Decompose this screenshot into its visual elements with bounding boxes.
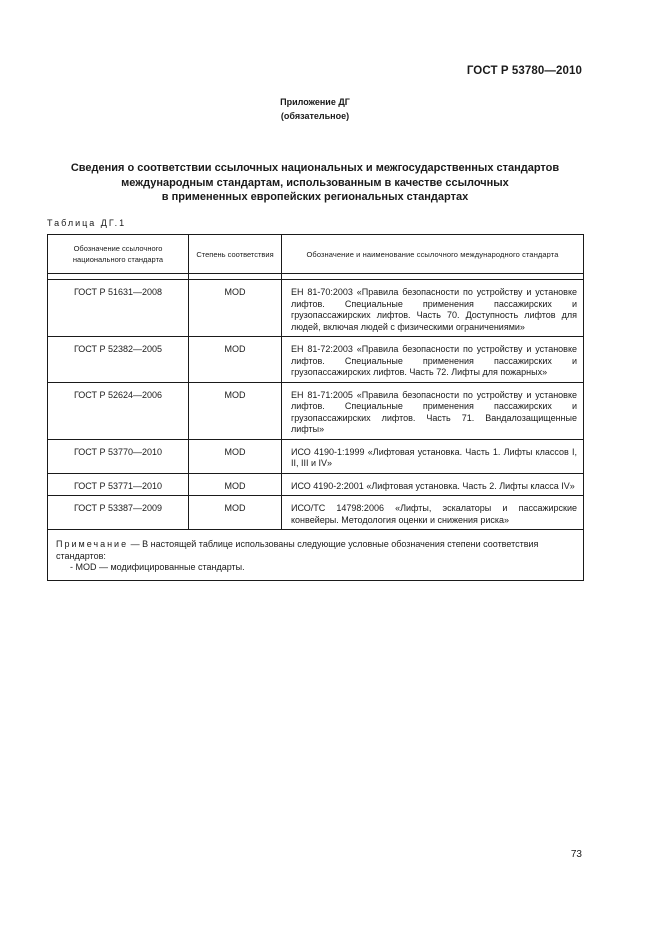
international-standard: ИСО 4190-1:1999 «Лифтовая установка. Часть 1. Лифты классов I, II, III и IV» — [282, 439, 584, 473]
international-standard: ЕН 81-71:2005 «Правила безопасности по устройству и установке лифтов. Специальные применения пассажирских и грузопассажирских лифтов. Часть 71. Вандалозащищенные лифты» — [282, 382, 584, 439]
international-standard: ИСО 4190-2:2001 «Лифтовая установка. Часть 2. Лифты класса IV» — [282, 473, 584, 496]
table-row — [48, 473, 584, 496]
page-number: 73 — [570, 849, 582, 860]
column-header-international: Обозначение и наименование ссылочного международного стандарта — [282, 235, 584, 274]
note-text: — В настоящей таблице использованы следующие условные обозначения степени соответствия стандартов: — [56, 539, 539, 561]
conformity-degree: MOD — [189, 337, 282, 383]
conformity-degree: MOD — [189, 473, 282, 496]
appendix-title: Приложение ДГ — [280, 97, 350, 107]
appendix-block — [0, 95, 630, 123]
table-row — [48, 439, 584, 473]
note-item: - MOD — модифицированные стандарты. — [70, 562, 245, 572]
table-caption: Таблица ДГ.1 — [47, 218, 127, 228]
national-standard: ГОСТ Р 53770—2010 — [48, 439, 189, 473]
international-standard: ЕН 81-72:2003 «Правила безопасности по устройству и установке лифтов. Специальные применения пассажирских и грузопассажирских лифтов. Часть 72. Лифты для пожарных» — [282, 337, 584, 383]
doc-code: ГОСТ Р 53780—2010 — [466, 65, 582, 77]
heading-line: Сведения о соответствии ссылочных национальных и межгосударственных стандартов — [70, 162, 560, 174]
appendix-status: (обязательное) — [280, 111, 350, 121]
note-label: Примечание — [56, 539, 129, 549]
table-row — [48, 382, 584, 439]
conformity-degree: MOD — [189, 496, 282, 530]
section-heading — [0, 161, 630, 205]
international-standard: ИСО/ТС 14798:2006 «Лифты, эскалаторы и пассажирские конвейеры. Методология оценки и снижения риска» — [282, 496, 584, 530]
national-standard: ГОСТ Р 51631—2008 — [48, 280, 189, 337]
column-header-national: Обозначение ссылочного национального стандарта — [48, 235, 189, 274]
conformity-degree: MOD — [189, 280, 282, 337]
national-standard: ГОСТ Р 52624—2006 — [48, 382, 189, 439]
conformity-degree: MOD — [189, 382, 282, 439]
table-note — [48, 530, 584, 581]
national-standard: ГОСТ Р 52382—2005 — [48, 337, 189, 383]
international-standard: ЕН 81-70:2003 «Правила безопасности по устройству и установке лифтов. Специальные применения пассажирских и грузопассажирских лифтов. Часть 70. Доступность лифтов для людей, включая людей с физическими ограничениями» — [282, 280, 584, 337]
table-note-row — [48, 530, 584, 581]
heading-line: в примененных европейских региональных стандартах — [161, 191, 469, 203]
conformity-table — [47, 234, 584, 581]
table-header-row — [48, 235, 584, 274]
national-standard: ГОСТ Р 53387—2009 — [48, 496, 189, 530]
conformity-degree: MOD — [189, 439, 282, 473]
table-row — [48, 337, 584, 383]
table-row — [48, 280, 584, 337]
column-header-degree: Степень соответствия — [189, 235, 282, 274]
table-row — [48, 496, 584, 530]
heading-line: международным стандартам, использованным в качестве ссылочных — [121, 176, 509, 189]
national-standard: ГОСТ Р 53771—2010 — [48, 473, 189, 496]
